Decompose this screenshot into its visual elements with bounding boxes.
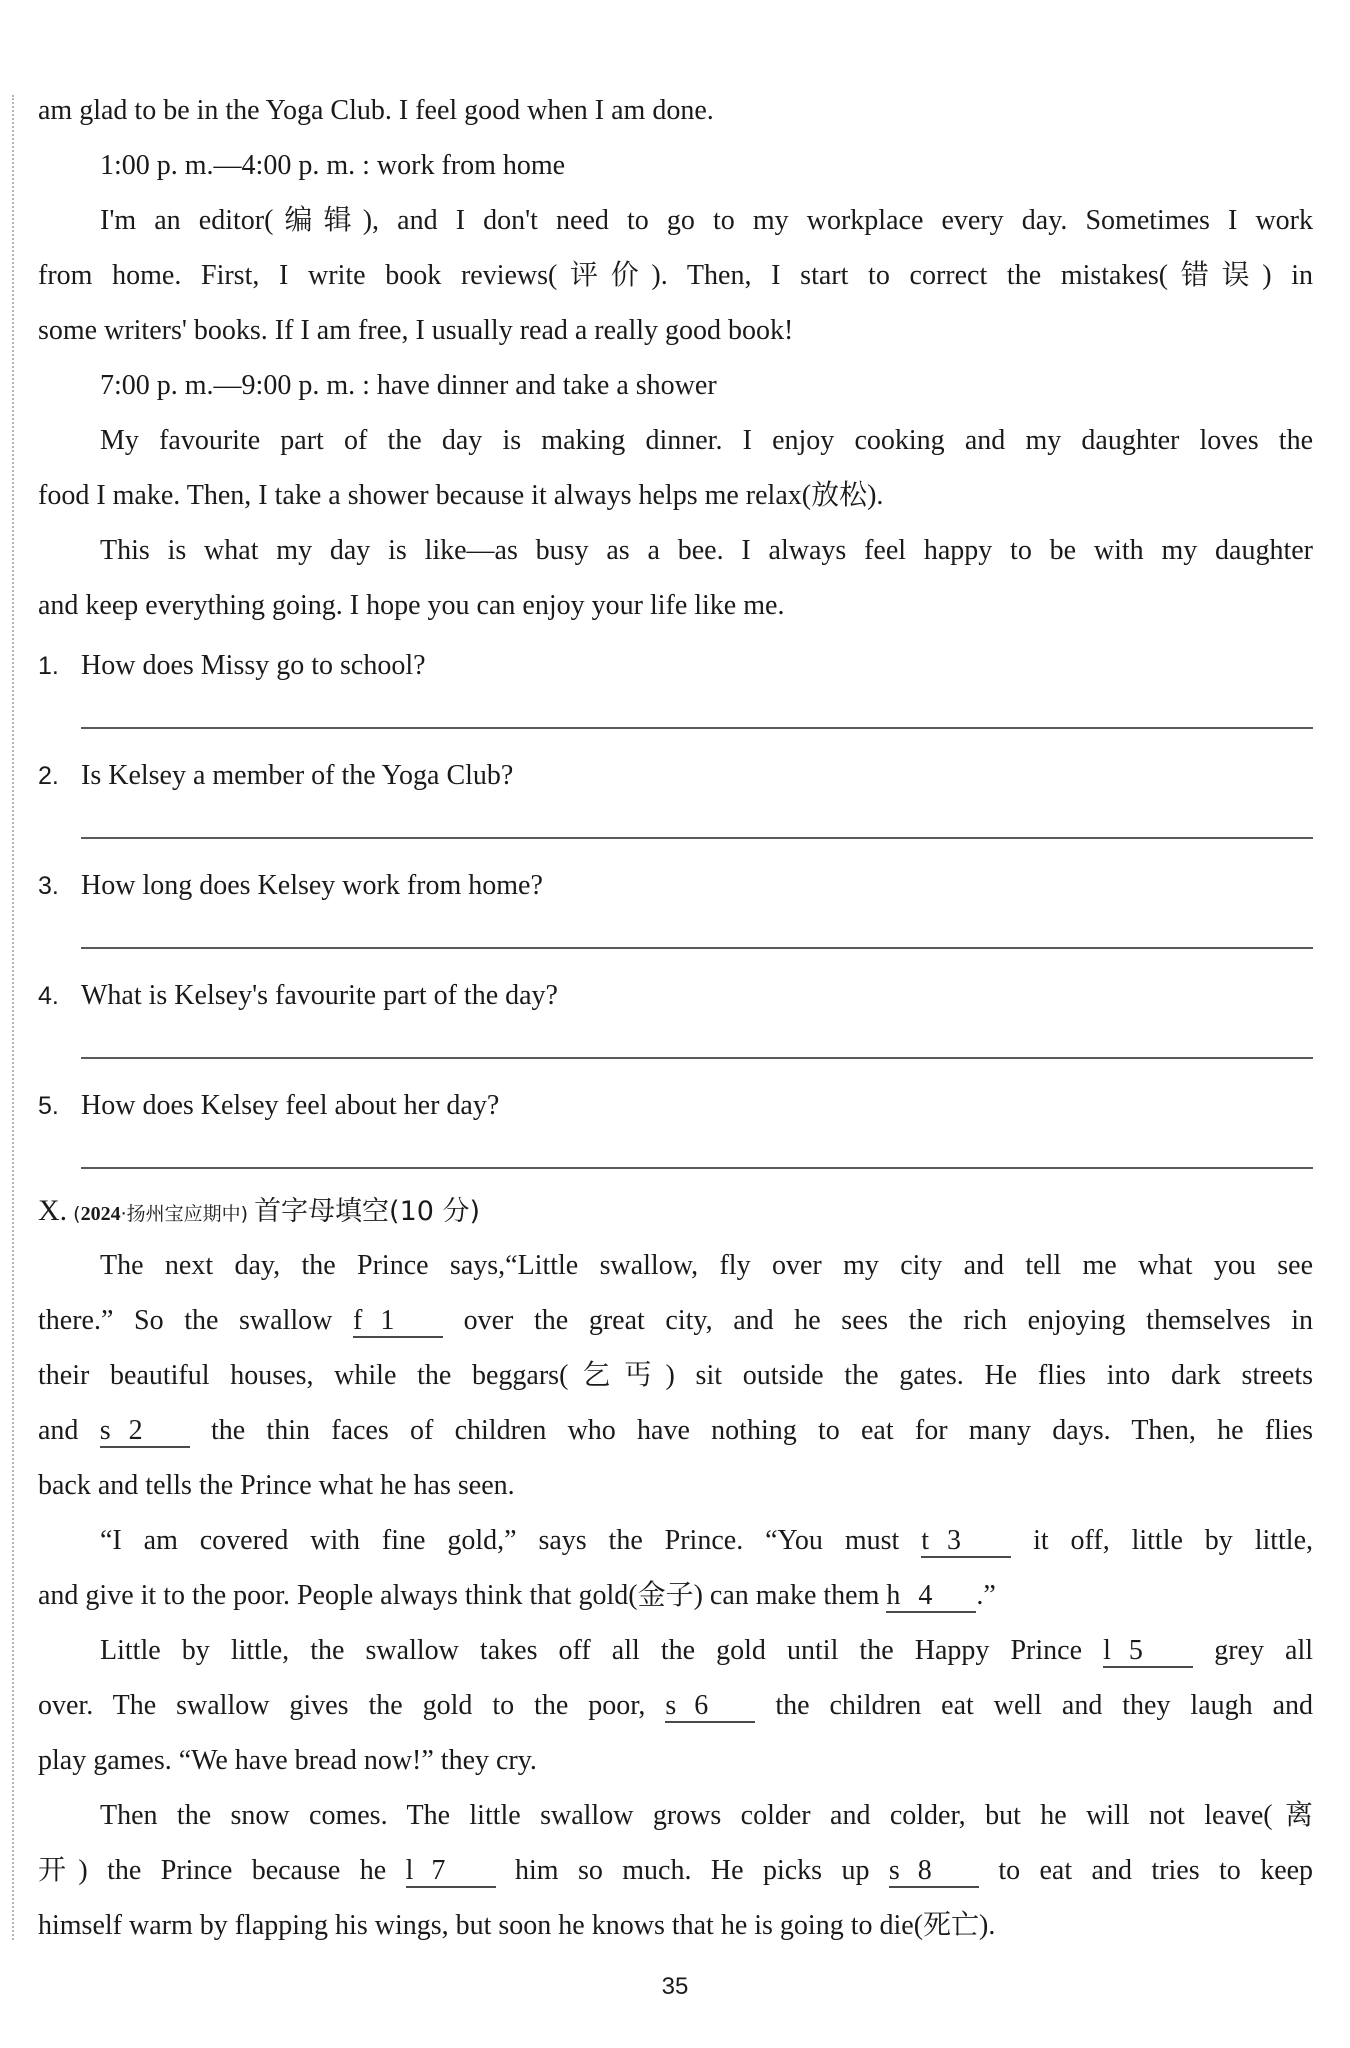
question-item	[38, 968, 1313, 1023]
section-source: (2024·扬州宝应期中)	[73, 1203, 249, 1225]
question-text: Is Kelsey a member of the Yoga Club?	[81, 759, 514, 791]
passage-line: and keep everything going. I hope you can enjoy your life like me.	[38, 590, 785, 621]
blank-number: 5	[1128, 1635, 1143, 1666]
text-run: over. The swallow gives the gold to the poor,	[38, 1690, 646, 1721]
question-item	[38, 638, 1313, 693]
passage-line: I'm an editor(编辑), and I don't need to go to my workplace every day. Sometimes I work	[100, 205, 1313, 236]
text-run: him so much. He picks up	[515, 1855, 870, 1886]
blank-number: 3	[946, 1525, 961, 1556]
passage-line	[38, 1408, 1313, 1463]
blank-initial: f	[353, 1305, 363, 1336]
question-number: 2.	[38, 761, 59, 790]
text-run: over the great city, and he sees the rich enjoying themselves in	[463, 1305, 1313, 1336]
text-run: 开) the Prince because he	[38, 1855, 387, 1886]
source-year: 2024	[80, 1203, 121, 1225]
passage-line	[38, 1298, 1313, 1353]
passage-line: himself warm by flapping his wings, but soon he knows that he is going to die(死亡).	[38, 1910, 996, 1941]
passage-line: from home. First, I write book reviews(评价). Then, I start to correct the mistakes(错误) in	[38, 260, 1313, 291]
text-run: it off, little by little,	[1033, 1525, 1314, 1556]
text-run: “I am covered with fine gold,” says the Prince. “You must	[100, 1525, 900, 1556]
blank-initial: s	[888, 1855, 900, 1886]
text-run: and	[38, 1415, 79, 1446]
answer-line[interactable]	[38, 1023, 1313, 1078]
time-heading: 1:00 p. m.—4:00 p. m. : work from home	[100, 150, 566, 181]
question-list	[38, 638, 1313, 1188]
source-place: ·扬州宝应期中	[120, 1203, 241, 1225]
question-text: What is Kelsey's favourite part of the day?	[81, 979, 558, 1011]
text-run: Little by little, the swallow takes off all the gold until the Happy Prince	[100, 1635, 1082, 1666]
passage-line: Then the snow comes. The little swallow grows colder and colder, but he will not leave(离	[100, 1800, 1313, 1831]
text-run: there.” So the swallow	[38, 1305, 333, 1336]
section-number: X.	[38, 1194, 68, 1227]
cloze-blank-6[interactable]	[665, 1691, 755, 1723]
blank-number: 4	[918, 1580, 933, 1611]
text-run: and give it to the poor. People always think that gold(金子) can make them	[38, 1580, 880, 1611]
question-number: 1.	[38, 651, 59, 680]
blank-initial: h	[886, 1580, 901, 1611]
passage-line: am glad to be in the Yoga Club. I feel good when I am done.	[38, 95, 714, 126]
passage-line: The next day, the Prince says,“Little swallow, fly over my city and tell me what you see	[100, 1250, 1313, 1281]
blank-initial: l	[1103, 1635, 1111, 1666]
section-title: 首字母填空(10 分)	[254, 1196, 481, 1227]
passage-line: food I make. Then, I take a shower because it always helps me relax(放松).	[38, 480, 884, 511]
passage-line	[38, 1848, 1313, 1903]
time-heading: 7:00 p. m.—9:00 p. m. : have dinner and take a shower	[100, 370, 717, 401]
question-item	[38, 1078, 1313, 1133]
text-run: the thin faces of children who have nothing to eat for many days. Then, he flies	[210, 1415, 1314, 1446]
passage-line	[38, 1518, 1313, 1573]
passage-line: some writers' books. If I am free, I usually read a really good book!	[38, 315, 794, 346]
question-number: 5.	[38, 1091, 59, 1120]
passage-line	[38, 1683, 1313, 1738]
cloze-blank-2[interactable]	[100, 1416, 190, 1448]
cloze-blank-8[interactable]	[889, 1856, 979, 1888]
passage-line: play games. “We have bread now!” they cry.	[38, 1745, 537, 1776]
question-text: How does Kelsey feel about her day?	[81, 1089, 500, 1121]
text-run: grey all	[1214, 1635, 1314, 1666]
blank-number: 8	[917, 1855, 932, 1886]
passage-line: their beautiful houses, while the beggars(乞丐) sit outside the gates. He flies into dark streets	[38, 1360, 1313, 1391]
content-column	[38, 88, 1313, 1958]
blank-initial: s	[99, 1415, 111, 1446]
cloze-blank-3[interactable]	[921, 1526, 1011, 1558]
blank-initial: s	[665, 1690, 677, 1721]
cloze-blank-1[interactable]	[353, 1306, 443, 1338]
blank-number: 1	[380, 1305, 395, 1336]
cloze-blank-7[interactable]	[406, 1856, 496, 1888]
answer-line[interactable]	[38, 803, 1313, 858]
blank-initial: l	[405, 1855, 414, 1886]
margin-dotted-rule	[12, 95, 14, 1940]
blank-number: 6	[694, 1690, 709, 1721]
answer-line[interactable]	[38, 693, 1313, 748]
passage-line: This is what my day is like—as busy as a bee. I always feel happy to be with my daughter	[100, 535, 1313, 566]
question-text: How does Missy go to school?	[81, 649, 426, 681]
passage-line: back and tells the Prince what he has seen.	[38, 1470, 515, 1501]
passage-line: My favourite part of the day is making dinner. I enjoy cooking and my daughter loves the	[100, 425, 1313, 456]
cloze-blank-4[interactable]	[886, 1581, 976, 1613]
answer-line[interactable]	[38, 1133, 1313, 1188]
section-heading	[38, 1188, 1313, 1243]
answer-line[interactable]	[38, 913, 1313, 968]
question-number: 3.	[38, 871, 59, 900]
passage-line	[38, 1628, 1313, 1683]
text-run: the children eat well and they laugh and	[775, 1690, 1314, 1721]
question-number: 4.	[38, 981, 59, 1010]
cloze-passage	[38, 1243, 1313, 1958]
blank-number: 2	[128, 1415, 143, 1446]
question-text: How long does Kelsey work from home?	[81, 869, 543, 901]
page-number: 35	[661, 1973, 689, 2000]
question-item	[38, 748, 1313, 803]
cloze-blank-5[interactable]	[1103, 1636, 1193, 1668]
blank-number: 7	[431, 1855, 446, 1886]
question-item	[38, 858, 1313, 913]
text-run: to eat and tries to keep	[998, 1855, 1314, 1886]
text-run: .”	[976, 1580, 996, 1611]
blank-initial: t	[921, 1525, 929, 1556]
passage-line	[38, 1573, 1313, 1628]
